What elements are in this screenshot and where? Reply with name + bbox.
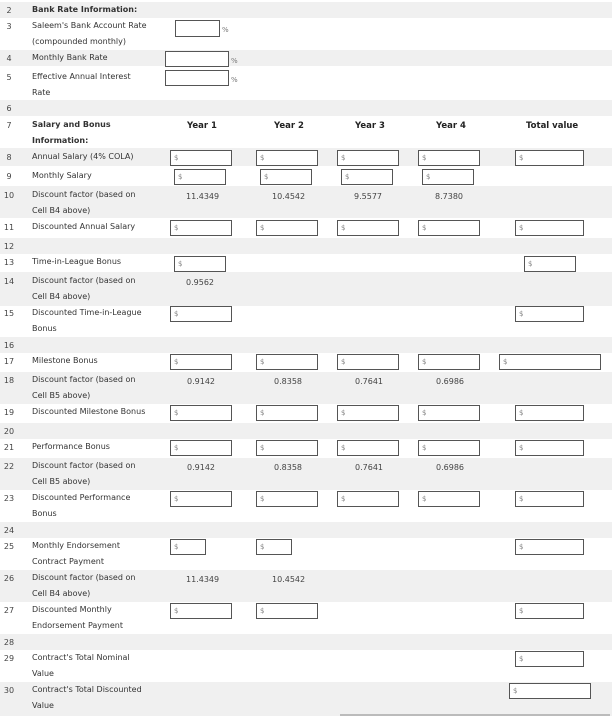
performance-bonus-year-3[interactable]	[337, 440, 399, 456]
endorsement-payment-total[interactable]	[515, 539, 584, 555]
currency-sign: $	[264, 173, 269, 181]
row-label: Salary and Bonus	[32, 120, 111, 129]
monthly-salary-year-3[interactable]	[341, 169, 393, 185]
annual-salary-year-4[interactable]	[418, 150, 480, 166]
row-number: 8	[6, 153, 12, 162]
row-20	[0, 423, 612, 439]
currency-sign: $	[422, 224, 427, 232]
bank-account-rate-input[interactable]	[175, 20, 220, 37]
milestone-bonus-total[interactable]	[499, 354, 601, 370]
discounted-performance-year-1[interactable]	[170, 491, 232, 507]
time-in-league-bonus-total[interactable]	[524, 256, 576, 272]
row-label: Performance Bonus	[32, 442, 110, 451]
discount-factor-value: 11.4349	[186, 575, 220, 584]
row-number: 26	[3, 574, 15, 583]
row-label: Contract's Total Discounted	[32, 685, 142, 694]
currency-sign: $	[426, 173, 431, 181]
row-label: Discounted Performance	[32, 493, 131, 502]
discounted-performance-total[interactable]	[515, 491, 584, 507]
currency-sign: $	[341, 154, 346, 162]
row-label: Discount factor (based on	[32, 276, 136, 285]
row-label: Monthly Bank Rate	[32, 53, 108, 62]
monthly-salary-year-4[interactable]	[422, 169, 474, 185]
row-label: Discounted Monthly	[32, 605, 112, 614]
percent-sign: %	[231, 57, 238, 65]
milestone-bonus-year-2[interactable]	[256, 354, 318, 370]
discounted-salary-year-4[interactable]	[418, 220, 480, 236]
row-number: 25	[3, 542, 15, 551]
row-label-cont: Contract Payment	[32, 557, 104, 566]
performance-bonus-year-1[interactable]	[170, 440, 232, 456]
row-number: 24	[3, 526, 15, 535]
row-label: Time-in-League Bonus	[32, 257, 122, 266]
row-24	[0, 522, 612, 538]
header-year-3: Year 3	[355, 121, 385, 131]
currency-sign: $	[341, 444, 346, 452]
currency-sign: $	[260, 224, 265, 232]
row-number: 16	[3, 341, 15, 350]
discounted-endorsement-year-1[interactable]	[170, 603, 232, 619]
percent-sign: %	[222, 26, 229, 34]
performance-bonus-year-2[interactable]	[256, 440, 318, 456]
row-number: 11	[3, 223, 15, 232]
currency-sign: $	[503, 358, 508, 366]
discounted-endorsement-total[interactable]	[515, 603, 584, 619]
row-number: 28	[3, 638, 15, 647]
currency-sign: $	[519, 409, 524, 417]
row-label-cont: Cell B5 above)	[32, 391, 91, 400]
row-number: 20	[3, 427, 15, 436]
annual-salary-year-2[interactable]	[256, 150, 318, 166]
row-28	[0, 634, 612, 650]
annual-salary-year-1[interactable]	[170, 150, 232, 166]
row-number: 13	[3, 258, 15, 267]
currency-sign: $	[341, 495, 346, 503]
row-number: 29	[3, 654, 15, 663]
discount-factor-value: 10.4542	[272, 575, 306, 584]
currency-sign: $	[260, 543, 265, 551]
currency-sign: $	[345, 173, 350, 181]
discount-factor-value: 9.5577	[354, 192, 382, 201]
row-label: Contract's Total Nominal	[32, 653, 130, 662]
row-label: Discount factor (based on	[32, 375, 136, 384]
row-label: Bank Rate Information:	[32, 5, 138, 14]
row-label-cont: (compounded monthly)	[32, 37, 126, 46]
row-label-cont: Rate	[32, 88, 51, 97]
row-number: 5	[6, 73, 12, 82]
discounted-salary-year-2[interactable]	[256, 220, 318, 236]
discounted-milestone-year-3[interactable]	[337, 405, 399, 421]
discounted-salary-year-3[interactable]	[337, 220, 399, 236]
currency-sign: $	[422, 154, 427, 162]
header-total-value: Total value	[526, 121, 579, 131]
row-label: Discount factor (based on	[32, 461, 136, 470]
performance-bonus-year-4[interactable]	[418, 440, 480, 456]
endorsement-payment-year-2[interactable]	[256, 539, 292, 555]
total-nominal-value-input[interactable]	[515, 651, 584, 667]
percent-sign: %	[231, 76, 238, 84]
row-12	[0, 238, 612, 254]
currency-sign: $	[260, 358, 265, 366]
row-number: 6	[6, 104, 12, 113]
discounted-performance-year-2[interactable]	[256, 491, 318, 507]
row-label-cont: Endorsement Payment	[32, 621, 123, 630]
row-number: 19	[3, 408, 15, 417]
row-number: 10	[3, 191, 15, 200]
discounted-milestone-year-1[interactable]	[170, 405, 232, 421]
currency-sign: $	[519, 310, 524, 318]
discounted-performance-year-4[interactable]	[418, 491, 480, 507]
currency-sign: $	[341, 409, 346, 417]
effective-annual-rate-input[interactable]	[165, 70, 229, 86]
row-number: 14	[3, 277, 15, 286]
row-6	[0, 100, 612, 116]
discount-factor-value: 0.8358	[274, 463, 302, 472]
discount-factor-value: 0.8358	[274, 377, 302, 386]
milestone-bonus-year-1[interactable]	[170, 354, 232, 370]
currency-sign: $	[260, 495, 265, 503]
discounted-time-in-league-year-1[interactable]	[170, 306, 232, 322]
currency-sign: $	[341, 224, 346, 232]
discount-factor-value: 0.7641	[355, 463, 383, 472]
currency-sign: $	[174, 358, 179, 366]
currency-sign: $	[528, 260, 533, 268]
row-number: 7	[6, 121, 12, 130]
row-label: Discounted Milestone Bonus	[32, 407, 146, 416]
row-number: 18	[3, 376, 15, 385]
header-year-2: Year 2	[274, 121, 304, 131]
currency-sign: $	[422, 358, 427, 366]
row-label: Annual Salary (4% COLA)	[32, 152, 134, 161]
currency-sign: $	[174, 543, 179, 551]
currency-sign: $	[178, 260, 183, 268]
row-label-cont: Cell B5 above)	[32, 477, 91, 486]
row-label: Monthly Salary	[32, 171, 92, 180]
currency-sign: $	[260, 607, 265, 615]
row-label: Discount factor (based on	[32, 190, 136, 199]
currency-sign: $	[174, 224, 179, 232]
currency-sign: $	[260, 409, 265, 417]
row-label: Discount factor (based on	[32, 573, 136, 582]
milestone-bonus-year-4[interactable]	[418, 354, 480, 370]
row-label-cont: Bonus	[32, 324, 57, 333]
currency-sign: $	[174, 409, 179, 417]
row-label-cont: Value	[32, 669, 54, 678]
row-number: 30	[3, 686, 15, 695]
discount-factor-value: 0.6986	[436, 377, 464, 386]
currency-sign: $	[519, 607, 524, 615]
row-label-cont: Cell B4 above)	[32, 589, 91, 598]
header-year-4: Year 4	[436, 121, 466, 131]
row-label: Monthly Endorsement	[32, 541, 120, 550]
row-number: 27	[3, 606, 15, 615]
time-in-league-bonus-year-1[interactable]	[174, 256, 226, 272]
currency-sign: $	[422, 444, 427, 452]
row-number: 3	[6, 22, 12, 31]
discount-factor-value: 0.7641	[355, 377, 383, 386]
currency-sign: $	[341, 358, 346, 366]
currency-sign: $	[174, 495, 179, 503]
performance-bonus-total[interactable]	[515, 440, 584, 456]
row-number: 9	[6, 172, 12, 181]
discounted-milestone-year-4[interactable]	[418, 405, 480, 421]
row-label: Discounted Time-in-League	[32, 308, 142, 317]
discount-factor-value: 11.4349	[186, 192, 220, 201]
currency-sign: $	[260, 444, 265, 452]
row-number: 4	[6, 54, 12, 63]
discounted-salary-total[interactable]	[515, 220, 584, 236]
row-number: 21	[3, 443, 15, 452]
header-year-1: Year 1	[187, 121, 217, 131]
annual-salary-year-3[interactable]	[337, 150, 399, 166]
discounted-milestone-year-2[interactable]	[256, 405, 318, 421]
discount-factor-value: 0.9562	[186, 278, 214, 287]
row-label: Saleem's Bank Account Rate	[32, 21, 147, 30]
row-label-cont: Cell B4 above)	[32, 206, 91, 215]
row-16	[0, 337, 612, 353]
discounted-salary-year-1[interactable]	[170, 220, 232, 236]
currency-sign: $	[519, 224, 524, 232]
row-label: Milestone Bonus	[32, 356, 98, 365]
discount-factor-value: 0.9142	[187, 463, 215, 472]
row-number: 17	[3, 357, 15, 366]
discount-factor-value: 8.7380	[435, 192, 463, 201]
milestone-bonus-year-3[interactable]	[337, 354, 399, 370]
currency-sign: $	[260, 154, 265, 162]
discounted-performance-year-3[interactable]	[337, 491, 399, 507]
endorsement-payment-year-1[interactable]	[170, 539, 206, 555]
discounted-time-in-league-total[interactable]	[515, 306, 584, 322]
currency-sign: $	[174, 444, 179, 452]
currency-sign: $	[519, 543, 524, 551]
discount-factor-value: 0.9142	[187, 377, 215, 386]
currency-sign: $	[174, 310, 179, 318]
currency-sign: $	[519, 495, 524, 503]
currency-sign: $	[178, 173, 183, 181]
row-label-cont: Bonus	[32, 509, 57, 518]
monthly-salary-year-1[interactable]	[174, 169, 226, 185]
currency-sign: $	[519, 655, 524, 663]
row-number: 15	[3, 309, 15, 318]
currency-sign: $	[422, 409, 427, 417]
row-label-cont: Information:	[32, 136, 89, 145]
row-label: Discounted Annual Salary	[32, 222, 136, 231]
row-number: 23	[3, 494, 15, 503]
row-number: 2	[6, 6, 12, 15]
currency-sign: $	[519, 154, 524, 162]
currency-sign: $	[513, 687, 518, 695]
discounted-endorsement-year-2[interactable]	[256, 603, 318, 619]
row-label-cont: Cell B4 above)	[32, 292, 91, 301]
row-number: 12	[3, 242, 15, 251]
monthly-bank-rate-input[interactable]	[165, 51, 229, 67]
discount-factor-value: 10.4542	[272, 192, 306, 201]
row-label-cont: Value	[32, 701, 54, 710]
total-discounted-value-input[interactable]	[509, 683, 591, 699]
discounted-milestone-total[interactable]	[515, 405, 584, 421]
monthly-salary-year-2[interactable]	[260, 169, 312, 185]
currency-sign: $	[422, 495, 427, 503]
row-label: Effective Annual Interest	[32, 72, 131, 81]
currency-sign: $	[174, 607, 179, 615]
currency-sign: $	[174, 154, 179, 162]
annual-salary-total[interactable]	[515, 150, 584, 166]
currency-sign: $	[519, 444, 524, 452]
row-number: 22	[3, 462, 15, 471]
discount-factor-value: 0.6986	[436, 463, 464, 472]
